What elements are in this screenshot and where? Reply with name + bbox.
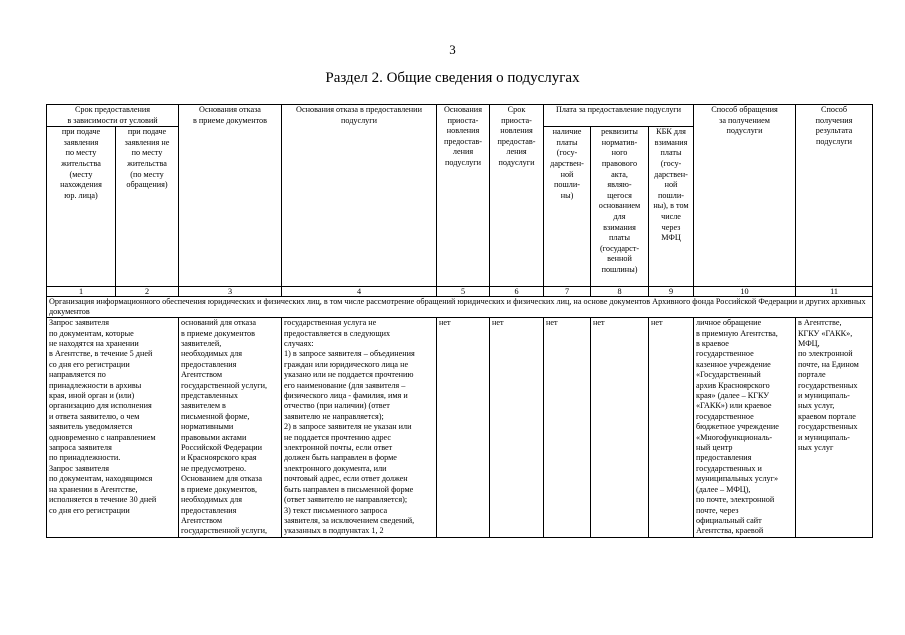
header-row-1 bbox=[47, 105, 873, 127]
section-title: Раздел 2. Общие сведения о подуслугах bbox=[325, 70, 580, 86]
section-row bbox=[47, 297, 873, 318]
header-payment-act: реквизиты норматив- ного правового акта, являю- щегося основанием для взимания платы (государст- венной пошлины) bbox=[591, 127, 649, 287]
cell-payment-presence: нет bbox=[544, 318, 591, 538]
col-number: 7 bbox=[544, 287, 591, 297]
col-number: 2 bbox=[116, 287, 179, 297]
col-number: 3 bbox=[179, 287, 282, 297]
col-number: 4 bbox=[282, 287, 437, 297]
header-suspension-grounds: Основания приоста- новления предостав- ления подуслуги bbox=[437, 105, 490, 287]
cell-term: Запрос заявителя по документам, которые не находятся на хранении в Агентстве, в течение 5 дней со дня его регистрации направляется по принадлежности в архивы края, иной орган и (или) организацию для исполнения и ответа заявителю, о чем заявитель уведомляется одновременно с направлением запроса заявителя по принадлежности. Запрос заявителя по документам, находящимся на хранении в Агентстве, исполняется в течение 30 дней со дня его регистрации bbox=[47, 318, 179, 538]
col-number: 1 bbox=[47, 287, 116, 297]
cell-result-method: в Агентстве, КГКУ «ГАКК», МФЦ, по электронной почте, на Едином портале государственных и муниципаль- ных услуг, краевом портале государственных и муниципаль- ных услуг bbox=[796, 318, 873, 538]
cell-payment-act: нет bbox=[591, 318, 649, 538]
col-number: 6 bbox=[490, 287, 544, 297]
cell-suspension-term: нет bbox=[490, 318, 544, 538]
col-number: 8 bbox=[591, 287, 649, 297]
header-refusal-docs: Основания отказа в приеме документов bbox=[179, 105, 282, 287]
header-srok-residence: при подаче заявления по месту жительства (месту нахождения юр. лица) bbox=[47, 127, 116, 287]
header-refusal-service: Основания отказа в предоставлении подуслуги bbox=[282, 105, 437, 287]
header-request-method: Способ обращения за получением подуслуги bbox=[694, 105, 796, 287]
cell-refusal-service: государственная услуга не предоставляется в следующих случаях: 1) в запросе заявителя – объединения граждан или юридического лица не указано или не поддается прочтению его наименование (для заявителя – физического лица - фамилия, имя и отчество (при наличии) (ответ заявителю не направляется); 2) в запросе заявителя не указан или не поддается прочтению адрес электронной почты, если ответ должен быть направлен в форме электронного документа, или почтовый адрес, если ответ должен быть направлен в письменной форме (ответ заявителю не направляется); 3) текст письменного запроса заявителя, за исключением сведений, указанных в подпунктах 1, 2 bbox=[282, 318, 437, 538]
services-table bbox=[46, 104, 873, 538]
header-suspension-term: Срок приоста- новления предостав- ления подуслуги bbox=[490, 105, 544, 287]
col-number: 10 bbox=[694, 287, 796, 297]
cell-suspension-grounds: нет bbox=[437, 318, 490, 538]
col-number: 11 bbox=[796, 287, 873, 297]
header-srok: Срок предоставления в зависимости от условий bbox=[47, 105, 179, 127]
table-row bbox=[47, 318, 873, 538]
header-payment-kbk: КБК для взимания платы (госу- дарствен- ной пошли- ны), в том числе через МФЦ bbox=[649, 127, 694, 287]
header-result-method: Способ получения результата подуслуги bbox=[796, 105, 873, 287]
page-number: 3 bbox=[449, 42, 456, 57]
col-number: 5 bbox=[437, 287, 490, 297]
cell-request-method: личное обращение в приемную Агентства, в краевое государственное казенное учреждение «Государственный архив Красноярского края» (далее – КГКУ «ГАКК») или краевое государственное бюджетное учреждение «Многофункциональ- ный центр предоставления государственных и муниципальных услуг» (далее – МФЦ), по почте, электронной почте, через официальный сайт Агентства, краевой bbox=[694, 318, 796, 538]
cell-refusal-docs: оснований для отказа в приеме документов заявителей, необходимых для предоставления Агентством государственной услуги, представленных заявителем в письменной форме, нормативными правовыми актами Российской Федерации и Красноярского края не предусмотрено. Основанием для отказа в приеме документов, необходимых для предоставления Агентством государственной услуги, bbox=[179, 318, 282, 538]
cell-payment-kbk: нет bbox=[649, 318, 694, 538]
header-payment: Плата за предоставление подуслуги bbox=[544, 105, 694, 127]
header-payment-presence: наличие платы (госу- дарствен- ной пошли- ны) bbox=[544, 127, 591, 287]
column-number-row bbox=[47, 287, 873, 297]
section-row-text: Организация информационного обеспечения юридических и физических лиц, в том числе рассмотрение обращений юридических и физических лиц, на основе документов Архивного фонда Российской Федерации и других архивных документов bbox=[47, 297, 873, 318]
col-number: 9 bbox=[649, 287, 694, 297]
header-srok-nonresidence: при подаче заявления не по месту жительства (по месту обращения) bbox=[116, 127, 179, 287]
